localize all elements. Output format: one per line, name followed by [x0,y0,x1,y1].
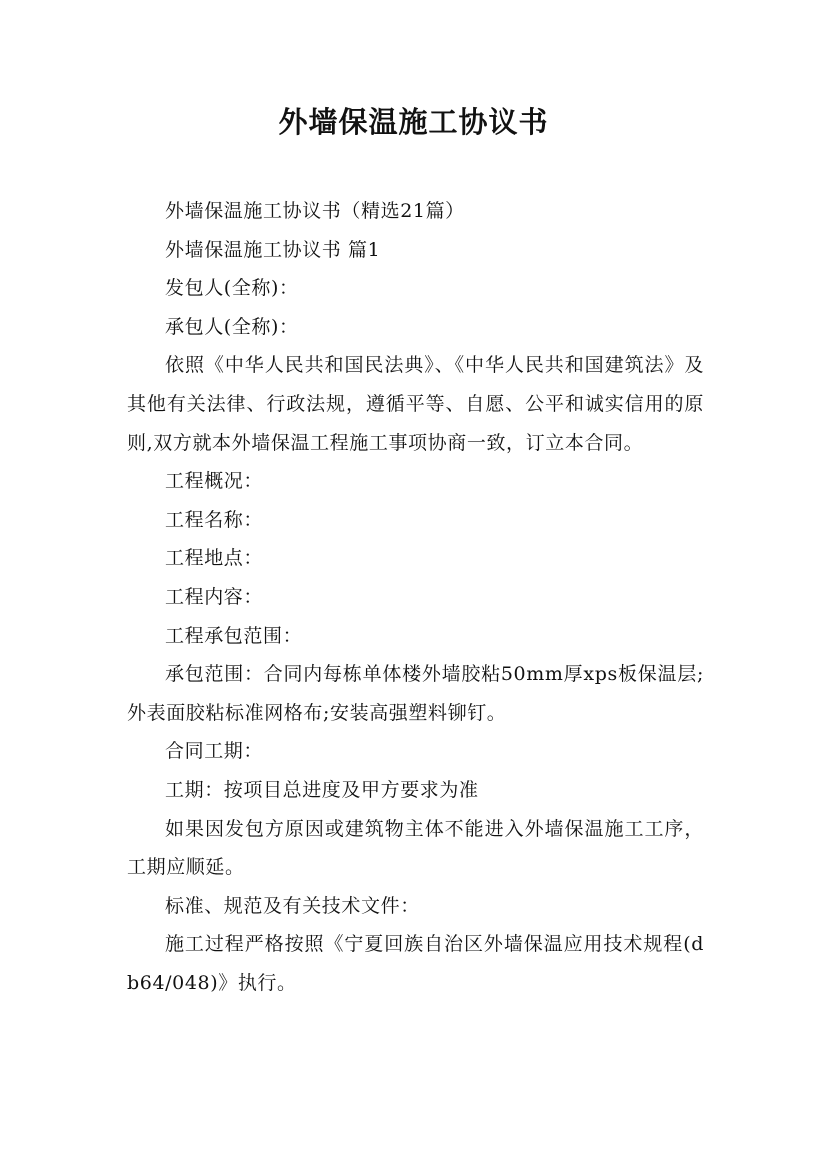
standards-heading: 标准、规范及有关技术文件： [165,894,420,917]
party-b-line: 承包人(全称)： [165,315,299,338]
contract-period-heading: 合同工期： [165,740,264,763]
project-name-line: 工程名称： [165,508,264,531]
period-extension-paragraph: 如果因发包方原因或建筑物主体不能进入外墙保温施工工序，工期应顺延。 [127,817,704,879]
project-location-line: 工程地点： [165,547,264,570]
document-subtitle: 外墙保温施工协议书（精选21篇） [165,200,465,222]
standards-paragraph: 施工过程严格按照《宁夏回族自治区外墙保温应用技术规程(db64/048)》执行。 [127,933,704,994]
document-title: 外墙保温施工协议书 [278,105,549,139]
party-a-line: 发包人(全称)： [165,277,299,300]
contract-scope-heading: 工程承包范围： [165,624,303,647]
project-content-line: 工程内容： [165,585,264,608]
construction-period-line: 工期：按项目总进度及甲方要求为准 [165,778,479,801]
section-heading: 外墙保温施工协议书 篇1 [165,238,381,261]
contract-scope-paragraph: 承包范围：合同内每栋单体楼外墙胶粘50mm厚xps板保温层;外表面胶粘标准网格布;安装高强塑料铆钉。 [127,663,704,724]
preamble-paragraph: 依照《中华人民共和国民法典》、《中华人民共和国建筑法》及其他有关法律、行政法规，遵循平等、自愿、公平和诚实信用的原则,双方就本外墙保温工程施工事项协商一致，订立本合同。 [127,354,704,454]
document-body [127,192,704,1002]
project-overview-heading: 工程概况： [165,470,264,493]
